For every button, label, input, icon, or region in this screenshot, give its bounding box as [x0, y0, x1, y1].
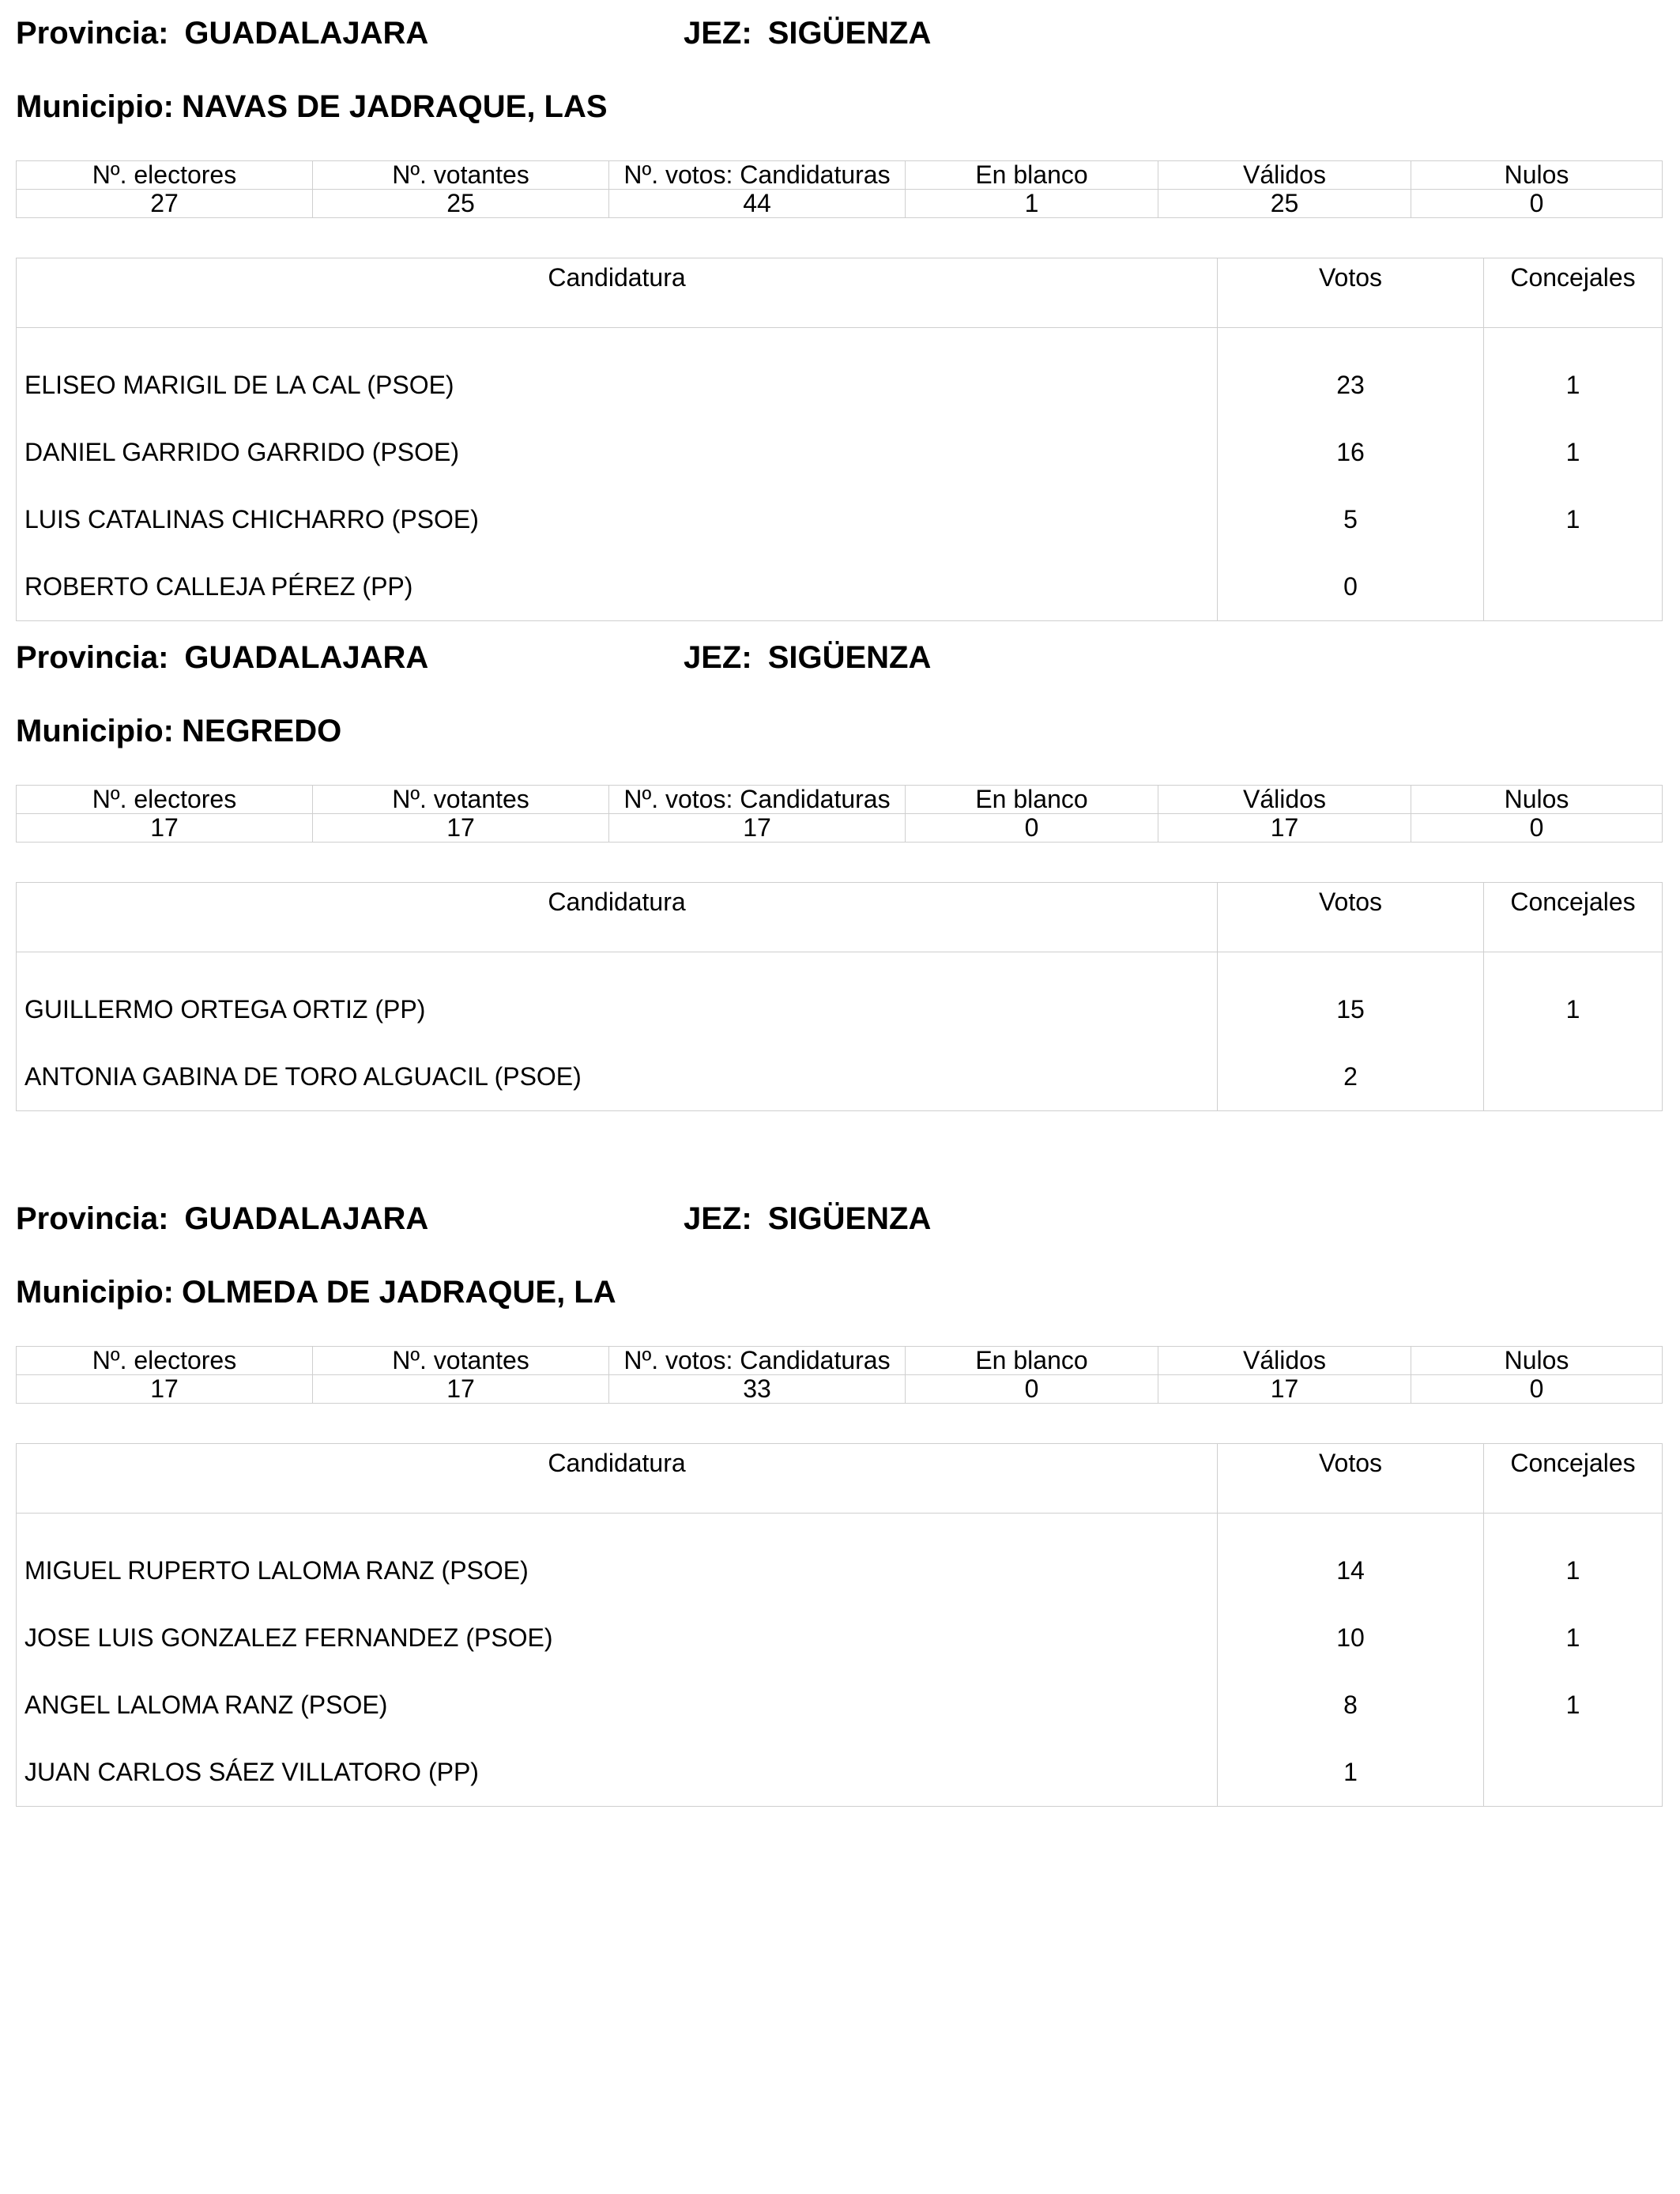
summary-header-cell: Nº. votantes	[313, 161, 609, 190]
provincia-label: Provincia:	[16, 640, 169, 675]
candidate-name: JUAN CARLOS SÁEZ VILLATORO (PP)	[17, 1739, 1218, 1807]
summary-header-cell: Nulos	[1411, 786, 1663, 814]
jez-label: JEZ:	[684, 1201, 752, 1236]
summary-value-row	[17, 814, 1663, 843]
candidate-votos: 5	[1218, 486, 1484, 553]
candidate-row	[17, 486, 1663, 553]
summary-header-row	[17, 161, 1663, 190]
candidates-header-cell: Votos	[1218, 1444, 1484, 1514]
candidate-name: ANTONIA GABINA DE TORO ALGUACIL (PSOE)	[17, 1043, 1218, 1111]
municipio-label: Municipio:	[16, 89, 174, 124]
candidate-name: GUILLERMO ORTEGA ORTIZ (PP)	[17, 952, 1218, 1044]
candidate-concejales: 1	[1565, 1623, 1580, 1652]
municipio-line	[16, 89, 1662, 137]
candidate-votos: 10	[1218, 1604, 1484, 1672]
provincia-label: Provincia:	[16, 16, 169, 51]
summary-value-cell: 17	[313, 1375, 609, 1404]
summary-value-cell: 25	[313, 190, 609, 218]
candidates-header-cell: Votos	[1218, 883, 1484, 952]
summary-header-row	[17, 786, 1663, 814]
summary-header-cell: Nº. electores	[17, 161, 313, 190]
candidate-votos: 23	[1218, 328, 1484, 420]
provincia-line	[16, 16, 428, 51]
municipality-block	[16, 640, 1662, 1111]
summary-value-cell: 25	[1158, 190, 1411, 218]
provincia-value: GUADALAJARA	[184, 1201, 429, 1236]
candidates-header-cell: Votos	[1218, 258, 1484, 328]
candidate-concejales	[1484, 1739, 1663, 1807]
candidates-header-cell: Candidatura	[17, 883, 1218, 952]
provincia-value: GUADALAJARA	[184, 640, 429, 675]
candidates-header-cell: Concejales	[1484, 258, 1663, 328]
candidate-row	[17, 553, 1663, 621]
summary-value-cell: 0	[1411, 190, 1663, 218]
summary-table	[16, 160, 1663, 218]
jez-label: JEZ:	[684, 16, 752, 51]
jez-line	[684, 640, 931, 676]
candidate-name: LUIS CATALINAS CHICHARRO (PSOE)	[17, 486, 1218, 553]
candidates-header-cell: Concejales	[1484, 883, 1663, 952]
candidate-name: ELISEO MARIGIL DE LA CAL (PSOE)	[17, 328, 1218, 420]
summary-value-row	[17, 1375, 1663, 1404]
candidate-row	[17, 1514, 1663, 1605]
candidate-concejales: 1	[1565, 438, 1580, 466]
municipio-value: NAVAS DE JADRAQUE, LAS	[181, 89, 608, 124]
candidate-name: MIGUEL RUPERTO LALOMA RANZ (PSOE)	[17, 1514, 1218, 1605]
candidate-name: ROBERTO CALLEJA PÉREZ (PP)	[17, 553, 1218, 621]
candidate-row	[17, 419, 1663, 486]
summary-value-cell: 27	[17, 190, 313, 218]
candidate-votos: 14	[1218, 1514, 1484, 1605]
summary-value-cell: 17	[17, 814, 313, 843]
summary-table	[16, 785, 1663, 843]
summary-value-cell: 17	[1158, 1375, 1411, 1404]
summary-value-row	[17, 190, 1663, 218]
summary-value-cell: 17	[609, 814, 906, 843]
candidate-row	[17, 1739, 1663, 1807]
summary-header-cell: Nº. electores	[17, 786, 313, 814]
summary-value-cell: 44	[609, 190, 906, 218]
candidate-concejales: 1	[1565, 1691, 1580, 1719]
candidate-votos: 8	[1218, 1672, 1484, 1739]
candidate-votos: 2	[1218, 1043, 1484, 1111]
municipio-label: Municipio:	[16, 1275, 174, 1310]
summary-header-cell: Nº. votos: Candidaturas	[609, 161, 906, 190]
summary-header-cell: Válidos	[1158, 161, 1411, 190]
municipio-line	[16, 714, 1662, 761]
candidate-row	[17, 328, 1663, 420]
candidate-concejales: 1	[1565, 505, 1580, 533]
candidate-name: ANGEL LALOMA RANZ (PSOE)	[17, 1672, 1218, 1739]
provincia-value: GUADALAJARA	[184, 16, 429, 51]
candidates-header-cell: Concejales	[1484, 1444, 1663, 1514]
jez-value: SIGÜENZA	[767, 640, 932, 675]
candidate-name: DANIEL GARRIDO GARRIDO (PSOE)	[17, 419, 1218, 486]
municipio-value: OLMEDA DE JADRAQUE, LA	[181, 1275, 616, 1310]
municipality-block	[16, 1201, 1662, 1807]
candidate-row	[17, 1672, 1663, 1739]
summary-header-cell: Nº. votos: Candidaturas	[609, 786, 906, 814]
candidate-concejales: 1	[1565, 371, 1580, 399]
summary-value-cell: 33	[609, 1375, 906, 1404]
provincia-line	[16, 640, 428, 676]
candidate-row	[17, 1604, 1663, 1672]
jez-line	[684, 1201, 931, 1237]
block-header	[16, 16, 1662, 63]
municipio-value: NEGREDO	[181, 714, 342, 748]
summary-header-cell: Nº. electores	[17, 1347, 313, 1375]
provincia-label: Provincia:	[16, 1201, 169, 1236]
candidate-votos: 0	[1218, 553, 1484, 621]
summary-header-cell: En blanco	[906, 161, 1158, 190]
candidates-header-row	[17, 258, 1663, 328]
summary-header-cell: Nº. votos: Candidaturas	[609, 1347, 906, 1375]
candidate-row	[17, 952, 1663, 1044]
summary-header-cell: Nulos	[1411, 161, 1663, 190]
candidates-header-row	[17, 883, 1663, 952]
summary-value-cell: 1	[906, 190, 1158, 218]
provincia-line	[16, 1201, 428, 1237]
summary-value-cell: 17	[1158, 814, 1411, 843]
summary-header-row	[17, 1347, 1663, 1375]
municipio-label: Municipio:	[16, 714, 174, 748]
municipality-block	[16, 16, 1662, 621]
candidates-table	[16, 258, 1663, 621]
candidates-header-row	[17, 1444, 1663, 1514]
summary-value-cell: 0	[1411, 1375, 1663, 1404]
summary-header-cell: En blanco	[906, 1347, 1158, 1375]
candidate-votos: 16	[1218, 419, 1484, 486]
summary-value-cell: 17	[17, 1375, 313, 1404]
candidates-table	[16, 1443, 1663, 1807]
candidate-concejales	[1484, 1043, 1663, 1111]
candidate-name: JOSE LUIS GONZALEZ FERNANDEZ (PSOE)	[17, 1604, 1218, 1672]
candidate-votos: 1	[1218, 1739, 1484, 1807]
block-header	[16, 1201, 1662, 1249]
candidate-row	[17, 1043, 1663, 1111]
candidate-votos: 15	[1218, 952, 1484, 1044]
candidate-concejales: 1	[1565, 995, 1580, 1023]
summary-value-cell: 0	[1411, 814, 1663, 843]
summary-value-cell: 17	[313, 814, 609, 843]
jez-label: JEZ:	[684, 640, 752, 675]
candidate-concejales	[1484, 553, 1663, 621]
jez-value: SIGÜENZA	[767, 16, 932, 51]
jez-value: SIGÜENZA	[767, 1201, 932, 1236]
candidates-header-cell: Candidatura	[17, 258, 1218, 328]
summary-header-cell: Nº. votantes	[313, 786, 609, 814]
candidates-table	[16, 882, 1663, 1111]
candidates-header-cell: Candidatura	[17, 1444, 1218, 1514]
summary-header-cell: En blanco	[906, 786, 1158, 814]
municipio-line	[16, 1275, 1662, 1322]
summary-header-cell: Válidos	[1158, 786, 1411, 814]
summary-value-cell: 0	[906, 814, 1158, 843]
summary-header-cell: Válidos	[1158, 1347, 1411, 1375]
jez-line	[684, 16, 931, 51]
summary-header-cell: Nulos	[1411, 1347, 1663, 1375]
block-header	[16, 640, 1662, 688]
summary-value-cell: 0	[906, 1375, 1158, 1404]
summary-table	[16, 1346, 1663, 1404]
candidate-concejales: 1	[1565, 1556, 1580, 1585]
summary-header-cell: Nº. votantes	[313, 1347, 609, 1375]
